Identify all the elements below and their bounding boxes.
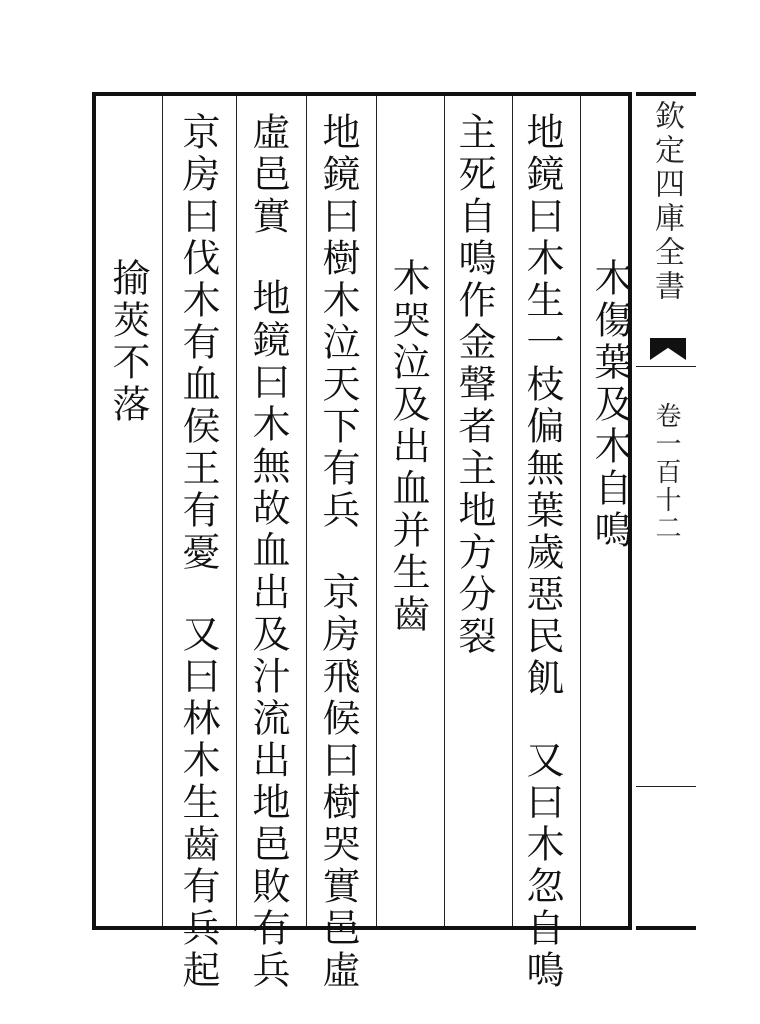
- text-segment: 木傷葉及木自鳴: [588, 258, 632, 552]
- text-column-2: [520, 112, 564, 992]
- banxin-volume: 卷一百十二: [651, 402, 681, 542]
- column-rule: [580, 96, 581, 926]
- column-rule: [236, 96, 237, 926]
- column-rule: [444, 96, 445, 926]
- text-segment: 京房飛候曰樹哭實邑虛: [316, 572, 360, 992]
- text-column-7: [176, 112, 220, 992]
- banxin-divider: [636, 366, 696, 367]
- text-segment: 虛邑實: [246, 112, 290, 238]
- text-segment: 揄莢不落: [106, 258, 150, 426]
- text-column-3: [452, 112, 496, 658]
- text-column-4: [386, 258, 430, 636]
- text-column-1: [588, 258, 632, 552]
- column-rule: [512, 96, 513, 926]
- column-rule: [376, 96, 377, 926]
- text-column-8: [106, 258, 150, 426]
- text-segment: 又曰木忽自鳴: [520, 740, 564, 992]
- text-segment: 又曰林木生齒有兵起: [176, 614, 220, 992]
- column-rule: [162, 96, 163, 926]
- text-segment: 木哭泣及出血并生齒: [386, 258, 430, 636]
- text-column-5: [316, 112, 360, 992]
- text-segment: 地鏡曰樹木泣天下有兵: [316, 112, 360, 532]
- text-column-6: [246, 112, 290, 992]
- banxin-divider: [636, 786, 696, 787]
- column-rule: [306, 96, 307, 926]
- text-segment: 地鏡曰木生一枝偏無葉歲惡民飢: [520, 112, 564, 700]
- banxin-title: 欽定四庫全書: [649, 100, 684, 304]
- text-segment: 地鏡曰木無故血出及汁流出地邑敗有兵: [246, 278, 290, 992]
- text-segment: 主死自鳴作金聲者主地方分裂: [452, 112, 496, 658]
- text-segment: 京房曰伐木有血侯王有憂: [176, 112, 220, 574]
